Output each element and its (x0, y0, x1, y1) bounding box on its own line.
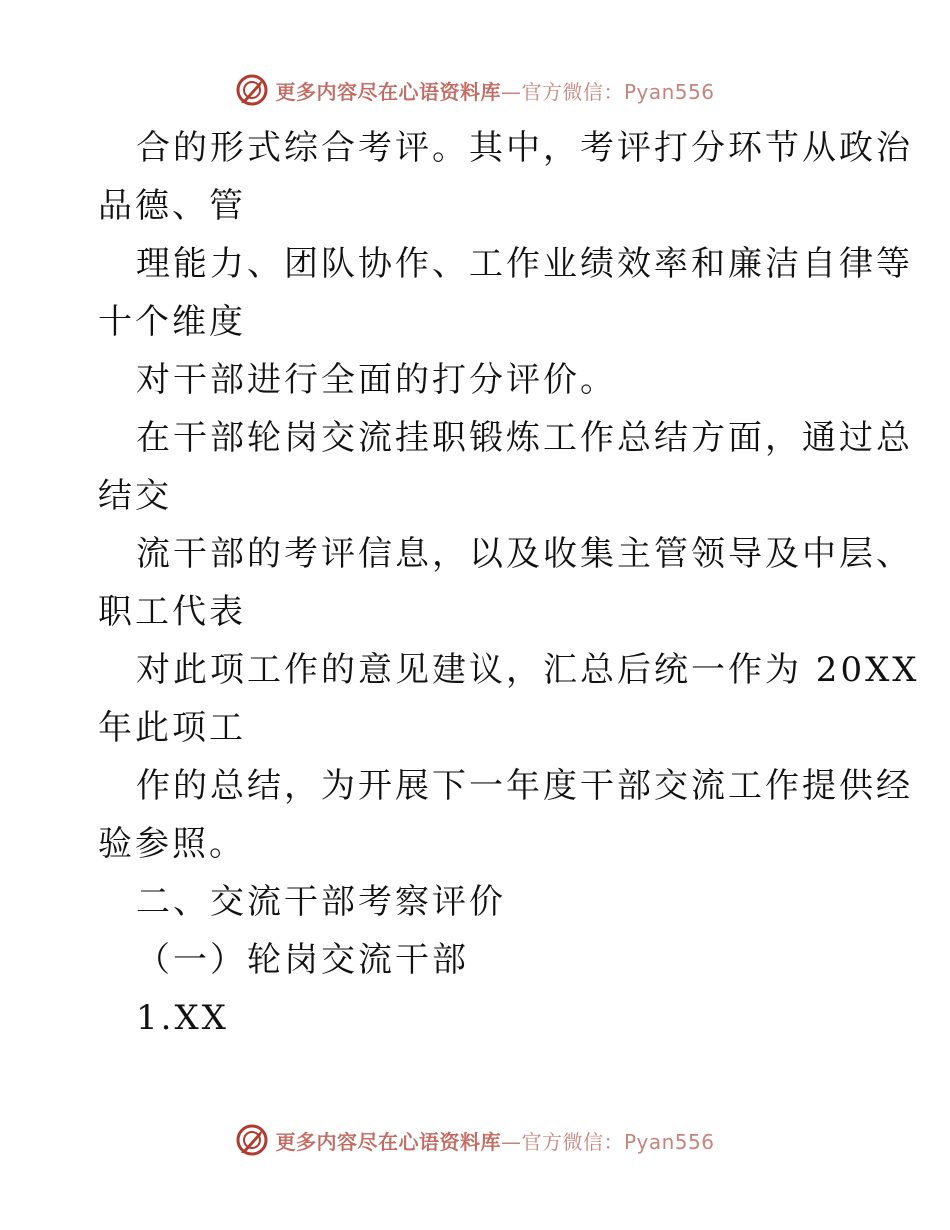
header-watermark (0, 70, 950, 110)
text-line: 品德、管 (98, 186, 246, 226)
text-line: 职工代表 (98, 592, 246, 632)
text-line: 对干部进行全面的打分评价。 (136, 360, 617, 400)
text-line: 十个维度 (98, 302, 246, 342)
footer-watermark (0, 1120, 950, 1160)
text-line: 合的形式综合考评。其中，考评打分环节从政治 (136, 128, 913, 168)
list-item: 1.XX (136, 998, 229, 1038)
text-line: 在干部轮岗交流挂职锻炼工作总结方面，通过总 (136, 418, 913, 458)
pen-logo-icon (235, 73, 269, 107)
text-line: 验参照。 (98, 824, 246, 864)
watermark-text: 更多内容尽在心语资料库—官方微信：Pyan556 (275, 1129, 715, 1154)
section-heading: 二、交流干部考察评价 (136, 882, 506, 922)
pen-logo-icon (235, 1123, 269, 1157)
text-line: 对此项工作的意见建议，汇总后统一作为 20XX (136, 650, 920, 690)
text-line: 年此项工 (98, 708, 246, 748)
watermark-text: 更多内容尽在心语资料库—官方微信：Pyan556 (275, 79, 715, 104)
text-line: 流干部的考评信息，以及收集主管领导及中层、 (136, 534, 913, 574)
text-line: 结交 (98, 476, 172, 516)
text-line: 理能力、团队协作、工作业绩效率和廉洁自律等 (136, 244, 913, 284)
text-line: 作的总结，为开展下一年度干部交流工作提供经 (136, 766, 913, 806)
subsection-heading: （一）轮岗交流干部 (136, 940, 469, 980)
